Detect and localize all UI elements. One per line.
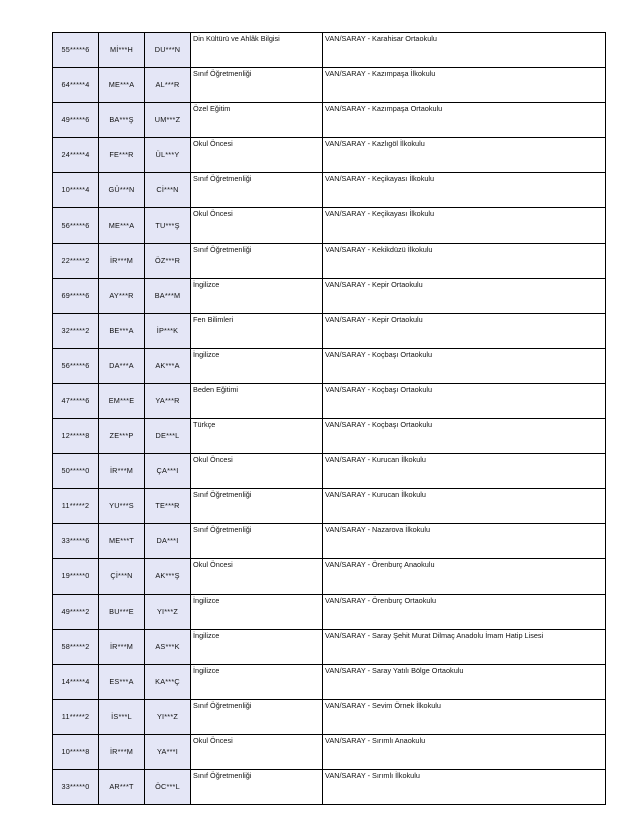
last-name-cell: YI***Z xyxy=(145,594,191,629)
first-name-cell: EM***E xyxy=(99,383,145,418)
assignment-table-body xyxy=(53,33,606,805)
school-cell: VAN/SARAY - Nazarova İlkokulu xyxy=(323,524,606,559)
branch-cell: Sınıf Öğretmenliği xyxy=(191,524,323,559)
school-cell: VAN/SARAY - Keçikayası İlkokulu xyxy=(323,173,606,208)
school-cell: VAN/SARAY - Saray Yatılı Bölge Ortaokulu xyxy=(323,664,606,699)
tc-number-cell: 33*****6 xyxy=(53,524,99,559)
last-name-cell: DE***L xyxy=(145,419,191,454)
last-name-cell: TE***R xyxy=(145,489,191,524)
tc-number-cell: 10*****4 xyxy=(53,173,99,208)
first-name-cell: FE***R xyxy=(99,138,145,173)
table-row xyxy=(53,559,606,594)
first-name-cell: BA***Ş xyxy=(99,103,145,138)
branch-cell: Sınıf Öğretmenliği xyxy=(191,243,323,278)
branch-cell: Okul Öncesi xyxy=(191,138,323,173)
tc-number-cell: 11*****2 xyxy=(53,489,99,524)
table-row xyxy=(53,103,606,138)
school-cell: VAN/SARAY - Kepir Ortaokulu xyxy=(323,278,606,313)
branch-cell: Sınıf Öğretmenliği xyxy=(191,173,323,208)
tc-number-cell: 50*****0 xyxy=(53,454,99,489)
branch-cell: İngilizce xyxy=(191,629,323,664)
school-cell: VAN/SARAY - Sırımlı Anaokulu xyxy=(323,734,606,769)
last-name-cell: DA***I xyxy=(145,524,191,559)
school-cell: VAN/SARAY - Kazımpaşa İlkokulu xyxy=(323,68,606,103)
school-cell: VAN/SARAY - Kepir Ortaokulu xyxy=(323,313,606,348)
first-name-cell: ME***A xyxy=(99,68,145,103)
branch-cell: İngilizce xyxy=(191,348,323,383)
first-name-cell: BU***E xyxy=(99,594,145,629)
tc-number-cell: 56*****6 xyxy=(53,208,99,243)
last-name-cell: KA***Ç xyxy=(145,664,191,699)
tc-number-cell: 32*****2 xyxy=(53,313,99,348)
branch-cell: İngilizce xyxy=(191,664,323,699)
branch-cell: İngilizce xyxy=(191,278,323,313)
last-name-cell: UM***Z xyxy=(145,103,191,138)
first-name-cell: İR***M xyxy=(99,454,145,489)
tc-number-cell: 58*****2 xyxy=(53,629,99,664)
table-row xyxy=(53,769,606,804)
last-name-cell: DU***N xyxy=(145,33,191,68)
first-name-cell: AR***T xyxy=(99,769,145,804)
table-row xyxy=(53,664,606,699)
tc-number-cell: 55*****6 xyxy=(53,33,99,68)
school-cell: VAN/SARAY - Kekikdüzü İlkokulu xyxy=(323,243,606,278)
tc-number-cell: 12*****8 xyxy=(53,419,99,454)
last-name-cell: AS***K xyxy=(145,629,191,664)
table-row xyxy=(53,173,606,208)
branch-cell: Beden Eğitimi xyxy=(191,383,323,418)
branch-cell: Okul Öncesi xyxy=(191,559,323,594)
tc-number-cell: 14*****4 xyxy=(53,664,99,699)
first-name-cell: DA***A xyxy=(99,348,145,383)
table-row xyxy=(53,208,606,243)
table-row xyxy=(53,278,606,313)
first-name-cell: İR***M xyxy=(99,734,145,769)
last-name-cell: ÖC***L xyxy=(145,769,191,804)
school-cell: VAN/SARAY - Kazımpaşa Ortaokulu xyxy=(323,103,606,138)
first-name-cell: YU***S xyxy=(99,489,145,524)
last-name-cell: AK***Ş xyxy=(145,559,191,594)
tc-number-cell: 47*****6 xyxy=(53,383,99,418)
branch-cell: Sınıf Öğretmenliği xyxy=(191,489,323,524)
school-cell: VAN/SARAY - Sevim Örnek İlkokulu xyxy=(323,699,606,734)
first-name-cell: AY***R xyxy=(99,278,145,313)
first-name-cell: GÜ***N xyxy=(99,173,145,208)
branch-cell: Sınıf Öğretmenliği xyxy=(191,769,323,804)
tc-number-cell: 33*****0 xyxy=(53,769,99,804)
school-cell: VAN/SARAY - Örenburç Ortaokulu xyxy=(323,594,606,629)
tc-number-cell: 11*****2 xyxy=(53,699,99,734)
table-row xyxy=(53,489,606,524)
tc-number-cell: 10*****8 xyxy=(53,734,99,769)
first-name-cell: ME***T xyxy=(99,524,145,559)
tc-number-cell: 22*****2 xyxy=(53,243,99,278)
last-name-cell: YA***I xyxy=(145,734,191,769)
table-row xyxy=(53,243,606,278)
table-row xyxy=(53,629,606,664)
assignment-table xyxy=(52,32,606,805)
table-row xyxy=(53,68,606,103)
school-cell: VAN/SARAY - Karahisar Ortaokulu xyxy=(323,33,606,68)
last-name-cell: AL***R xyxy=(145,68,191,103)
first-name-cell: İR***M xyxy=(99,629,145,664)
last-name-cell: TU***Ş xyxy=(145,208,191,243)
table-row xyxy=(53,524,606,559)
first-name-cell: ES***A xyxy=(99,664,145,699)
tc-number-cell: 24*****4 xyxy=(53,138,99,173)
first-name-cell: Çİ***N xyxy=(99,559,145,594)
first-name-cell: Mİ***H xyxy=(99,33,145,68)
branch-cell: Okul Öncesi xyxy=(191,734,323,769)
tc-number-cell: 19*****0 xyxy=(53,559,99,594)
last-name-cell: ÖZ***R xyxy=(145,243,191,278)
table-row xyxy=(53,699,606,734)
branch-cell: Fen Bilimleri xyxy=(191,313,323,348)
last-name-cell: AK***A xyxy=(145,348,191,383)
first-name-cell: İR***M xyxy=(99,243,145,278)
school-cell: VAN/SARAY - Kurucan İlkokulu xyxy=(323,454,606,489)
school-cell: VAN/SARAY - Kurucan İlkokulu xyxy=(323,489,606,524)
branch-cell: Özel Eğitim xyxy=(191,103,323,138)
branch-cell: Sınıf Öğretmenliği xyxy=(191,68,323,103)
last-name-cell: YA***R xyxy=(145,383,191,418)
tc-number-cell: 64*****4 xyxy=(53,68,99,103)
last-name-cell: BA***M xyxy=(145,278,191,313)
first-name-cell: BE***A xyxy=(99,313,145,348)
branch-cell: Okul Öncesi xyxy=(191,208,323,243)
tc-number-cell: 49*****2 xyxy=(53,594,99,629)
last-name-cell: İP***K xyxy=(145,313,191,348)
last-name-cell: ÇA***I xyxy=(145,454,191,489)
tc-number-cell: 49*****6 xyxy=(53,103,99,138)
table-row xyxy=(53,348,606,383)
school-cell: VAN/SARAY - Keçikayası İlkokulu xyxy=(323,208,606,243)
first-name-cell: İS***L xyxy=(99,699,145,734)
school-cell: VAN/SARAY - Koçbaşı Ortaokulu xyxy=(323,419,606,454)
table-row xyxy=(53,383,606,418)
table-row xyxy=(53,419,606,454)
first-name-cell: ZE***P xyxy=(99,419,145,454)
table-row xyxy=(53,454,606,489)
school-cell: VAN/SARAY - Saray Şehit Murat Dilmaç Anadolu İmam Hatip Lisesi xyxy=(323,629,606,664)
branch-cell: Okul Öncesi xyxy=(191,454,323,489)
branch-cell: İngilizce xyxy=(191,594,323,629)
school-cell: VAN/SARAY - Sırımlı İlkokulu xyxy=(323,769,606,804)
table-row xyxy=(53,138,606,173)
branch-cell: Din Kültürü ve Ahlâk Bilgisi xyxy=(191,33,323,68)
school-cell: VAN/SARAY - Kazlıgöl İlkokulu xyxy=(323,138,606,173)
table-row xyxy=(53,313,606,348)
last-name-cell: YI***Z xyxy=(145,699,191,734)
branch-cell: Türkçe xyxy=(191,419,323,454)
table-row xyxy=(53,33,606,68)
tc-number-cell: 69*****6 xyxy=(53,278,99,313)
last-name-cell: Cİ***N xyxy=(145,173,191,208)
last-name-cell: ÜL***Y xyxy=(145,138,191,173)
school-cell: VAN/SARAY - Koçbaşı Ortaokulu xyxy=(323,383,606,418)
tc-number-cell: 56*****6 xyxy=(53,348,99,383)
first-name-cell: ME***A xyxy=(99,208,145,243)
table-row xyxy=(53,734,606,769)
table-row xyxy=(53,594,606,629)
branch-cell: Sınıf Öğretmenliği xyxy=(191,699,323,734)
school-cell: VAN/SARAY - Örenburç Anaokulu xyxy=(323,559,606,594)
school-cell: VAN/SARAY - Koçbaşı Ortaokulu xyxy=(323,348,606,383)
